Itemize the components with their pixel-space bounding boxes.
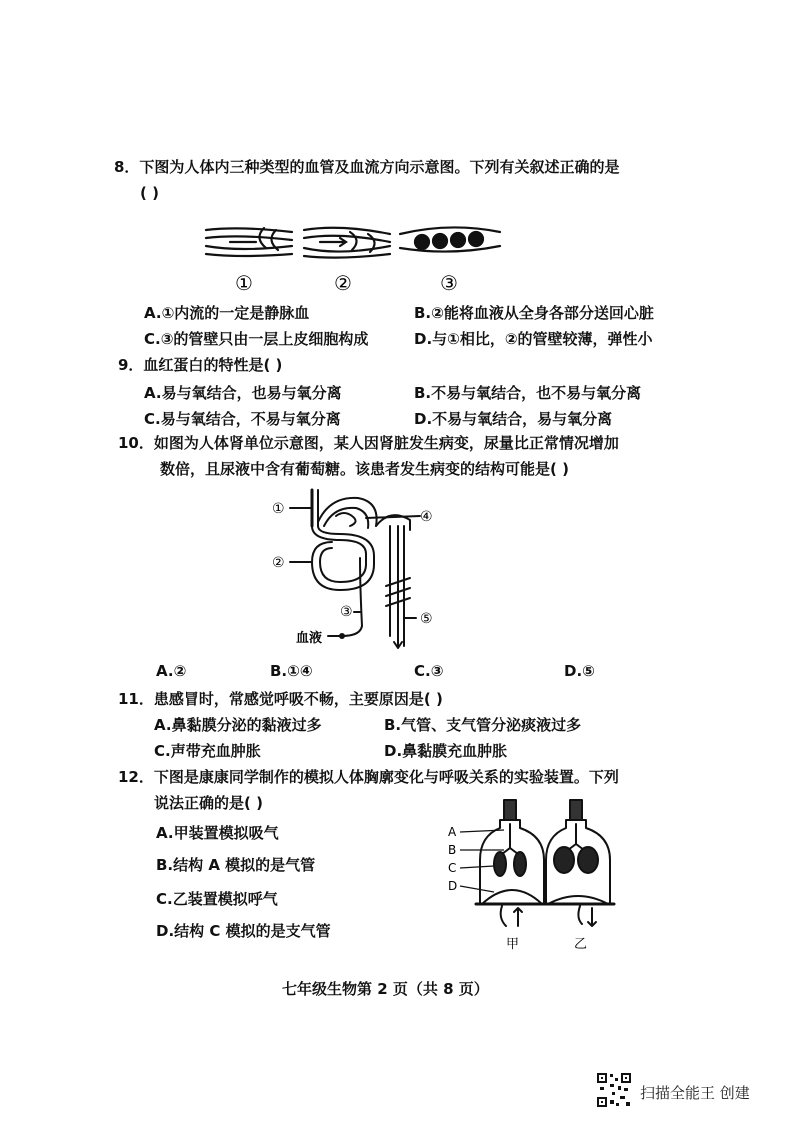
q9-option-b[interactable]: B.不易与氧结合，也不易与氧分离: [414, 384, 642, 402]
model-label-yi: 乙: [574, 937, 588, 952]
q8-option-c[interactable]: C.③的管壁只由一层上皮细胞构成: [144, 330, 369, 348]
q8-stem-line1: 8．下图为人体内三种类型的血管及血流方向示意图。下列有关叙述正确的是: [114, 158, 620, 176]
q10-option-d[interactable]: D.⑤: [564, 662, 595, 680]
q8-option-a[interactable]: A.①内流的一定是静脉血: [144, 304, 310, 322]
q10-option-c[interactable]: C.③: [414, 662, 444, 680]
model-label-b: B: [448, 843, 457, 857]
nephron-diagram: [270, 486, 450, 652]
nephron-label-3: ③: [340, 604, 353, 620]
q11-option-d[interactable]: D.鼻黏膜充血肿胀: [384, 742, 508, 760]
nephron-label-4: ④: [420, 509, 433, 525]
q9-option-c[interactable]: C.易与氧结合，不易与氧分离: [144, 410, 341, 428]
nephron-label-5: ⑤: [420, 611, 433, 627]
q9-option-a[interactable]: A.易与氧结合，也易与氧分离: [144, 384, 342, 402]
jar-yi: [542, 800, 614, 926]
q12-option-d[interactable]: D.结构 C 模拟的是支气管: [156, 922, 331, 940]
scanner-watermark: 扫描全能王 创建: [640, 1084, 750, 1102]
q11-option-a[interactable]: A.鼻黏膜分泌的黏液过多: [154, 716, 322, 734]
q8-stem-line2: ( ): [140, 184, 159, 202]
vessel-label-1: ①: [235, 271, 253, 295]
q9-stem: 9．血红蛋白的特性是( ): [118, 356, 283, 374]
nephron-blood-label: 血液: [296, 631, 323, 646]
breathing-model-diagram: [446, 796, 626, 954]
q8-option-d[interactable]: D.与①相比，②的管壁较薄，弹性小: [414, 330, 653, 348]
nephron-label-2: ②: [272, 555, 285, 571]
q12-stem-line1: 12．下图是康康同学制作的模拟人体胸廓变化与呼吸关系的实验装置。下列: [118, 768, 619, 786]
nephron-label-1: ①: [272, 501, 285, 517]
model-label-jia: 甲: [506, 937, 520, 952]
q11-option-c[interactable]: C.声带充血肿胀: [154, 742, 261, 760]
q9-option-d[interactable]: D.不易与氧结合，易与氧分离: [414, 410, 613, 428]
qr-code-icon: [596, 1072, 632, 1108]
vessel-label-3: ③: [440, 271, 458, 295]
vessel-2-diagram: [304, 228, 390, 258]
q10-option-b[interactable]: B.①④: [270, 662, 313, 680]
q12-option-a[interactable]: A.甲装置模拟吸气: [156, 824, 279, 842]
page-footer: 七年级生物第 2 页（共 8 页）: [282, 980, 489, 998]
q10-stem-line2: 数倍，且尿液中含有葡萄糖。该患者发生病变的结构可能是( ): [160, 460, 569, 478]
q11-option-b[interactable]: B.气管、支气管分泌痰液过多: [384, 716, 582, 734]
blood-vessel-diagram: [200, 216, 510, 296]
q12-option-b[interactable]: B.结构 A 模拟的是气管: [156, 856, 316, 874]
model-label-a: A: [448, 825, 457, 839]
vessel-label-2: ②: [334, 271, 352, 295]
model-label-d: D: [448, 879, 458, 893]
vessel-3-diagram: [400, 227, 500, 251]
q10-stem-line1: 10．如图为人体肾单位示意图，某人因肾脏发生病变，尿量比正常情况增加: [118, 434, 619, 452]
vessel-1-diagram: [206, 228, 292, 256]
q12-option-c[interactable]: C.乙装置模拟呼气: [156, 890, 278, 908]
jar-jia: [476, 800, 548, 926]
q11-stem: 11．患感冒时，常感觉呼吸不畅，主要原因是( ): [118, 690, 443, 708]
q8-option-b[interactable]: B.②能将血液从全身各部分送回心脏: [414, 304, 654, 322]
model-label-c: C: [448, 861, 457, 875]
q12-stem-line2: 说法正确的是( ): [154, 794, 263, 812]
q10-option-a[interactable]: A.②: [156, 662, 187, 680]
